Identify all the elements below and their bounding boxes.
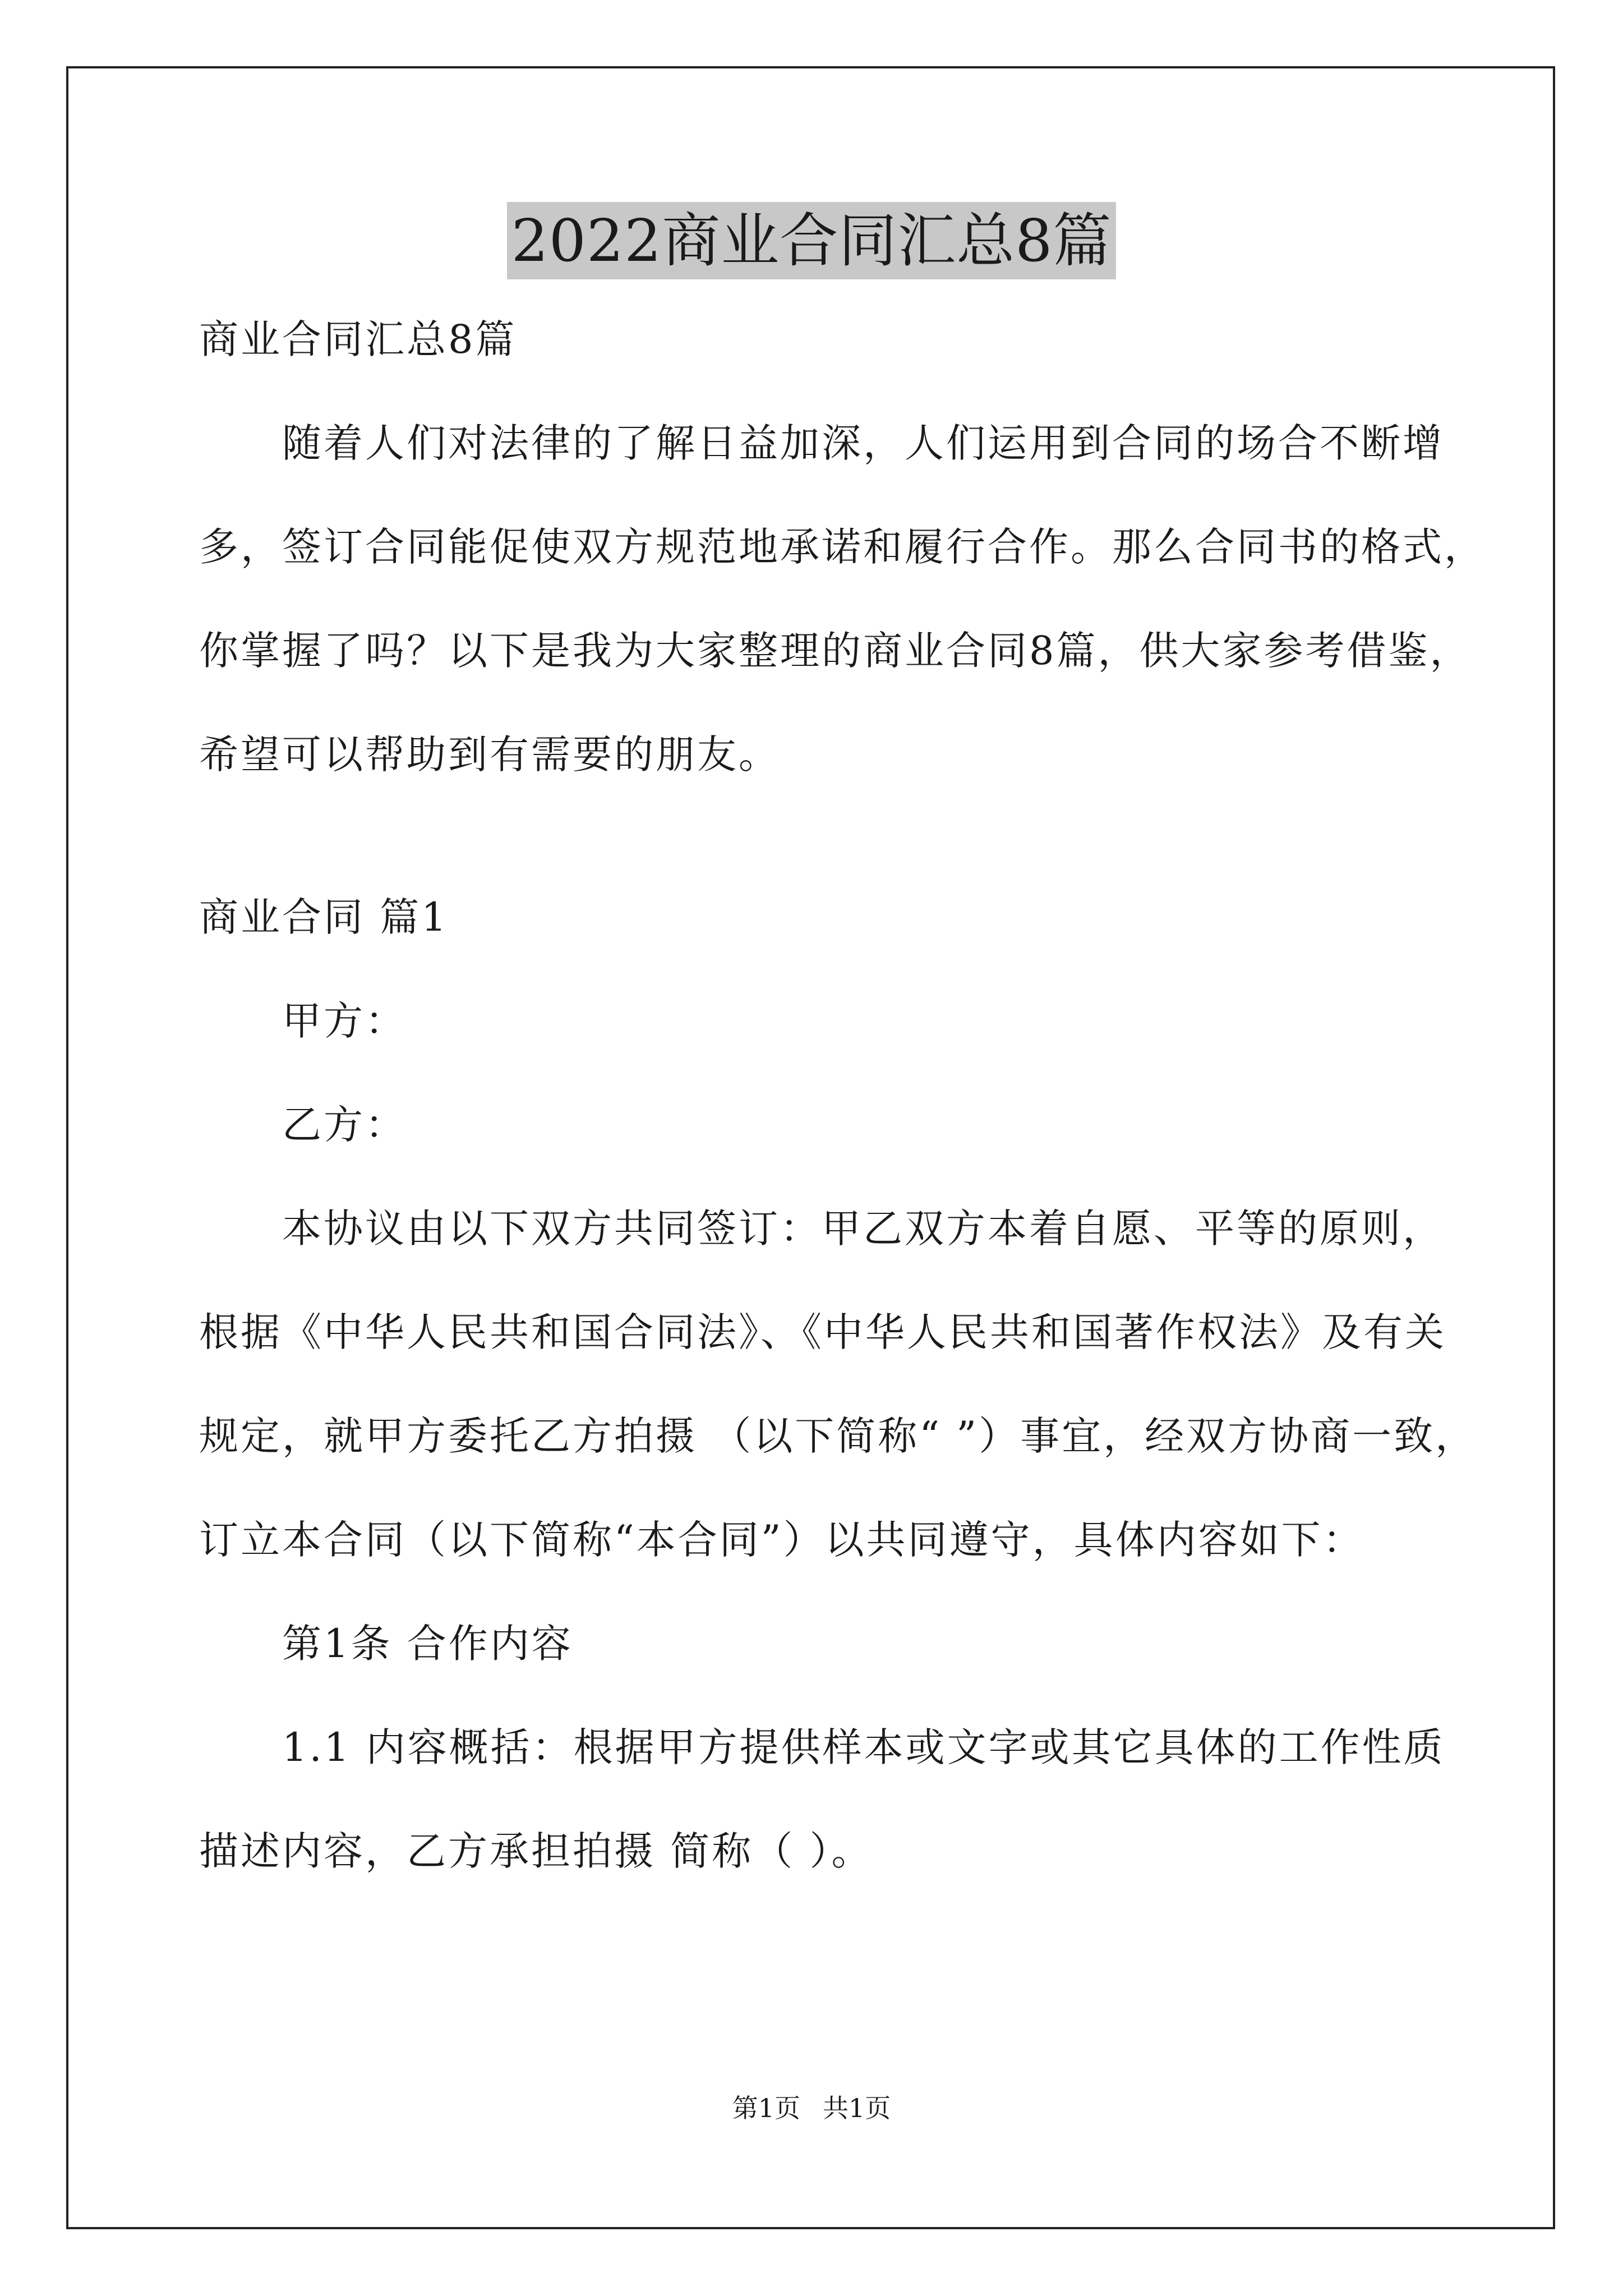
- clause-line: 描述内容，乙方承担拍摄 简称（ ）。: [199, 1828, 873, 1874]
- intro-line: 随着人们对法律的了解日益加深，人们运用到合同的场合不断增: [282, 420, 1444, 466]
- article-1-heading: 第1条 合作内容: [282, 1621, 573, 1667]
- agreement-line: 本协议由以下双方共同签订：甲乙双方本着自愿、平等的原则，: [282, 1205, 1444, 1251]
- page-number: 第1页: [732, 2093, 800, 2123]
- section-heading: 商业合同 篇1: [199, 894, 449, 940]
- page-total: 共1页: [823, 2093, 891, 2123]
- document-body: [199, 314, 1486, 1930]
- clause-line: 1.1 内容概括：根据甲方提供样本或文字或其它具体的工作性质: [282, 1724, 1445, 1770]
- document-title-wrapper: [0, 202, 1623, 279]
- party-b-label: 乙方：: [282, 1102, 407, 1148]
- agreement-line: 订立本合同（以下简称“本合同”）以共同遵守，具体内容如下：: [199, 1517, 1364, 1563]
- document-title: 2022商业合同汇总8篇: [507, 202, 1117, 279]
- intro-line: 多，签订合同能促使双方规范地承诺和履行合作。那么合同书的格式，: [199, 524, 1486, 570]
- intro-line: 希望可以帮助到有需要的朋友。: [199, 731, 780, 777]
- intro-line: 你掌握了吗？以下是我为大家整理的商业合同8篇，供大家参考借鉴，: [199, 628, 1472, 674]
- agreement-line: 根据《中华人民共和国合同法》、《中华人民共和国著作权法》及有关: [199, 1309, 1446, 1355]
- party-a-label: 甲方：: [282, 998, 407, 1044]
- document-subtitle: 商业合同汇总8篇: [199, 316, 517, 362]
- agreement-line: 规定，就甲方委托乙方拍摄 （以下简称“ ”）事宜，经双方协商一致，: [199, 1413, 1477, 1459]
- page-footer: [0, 2091, 1623, 2125]
